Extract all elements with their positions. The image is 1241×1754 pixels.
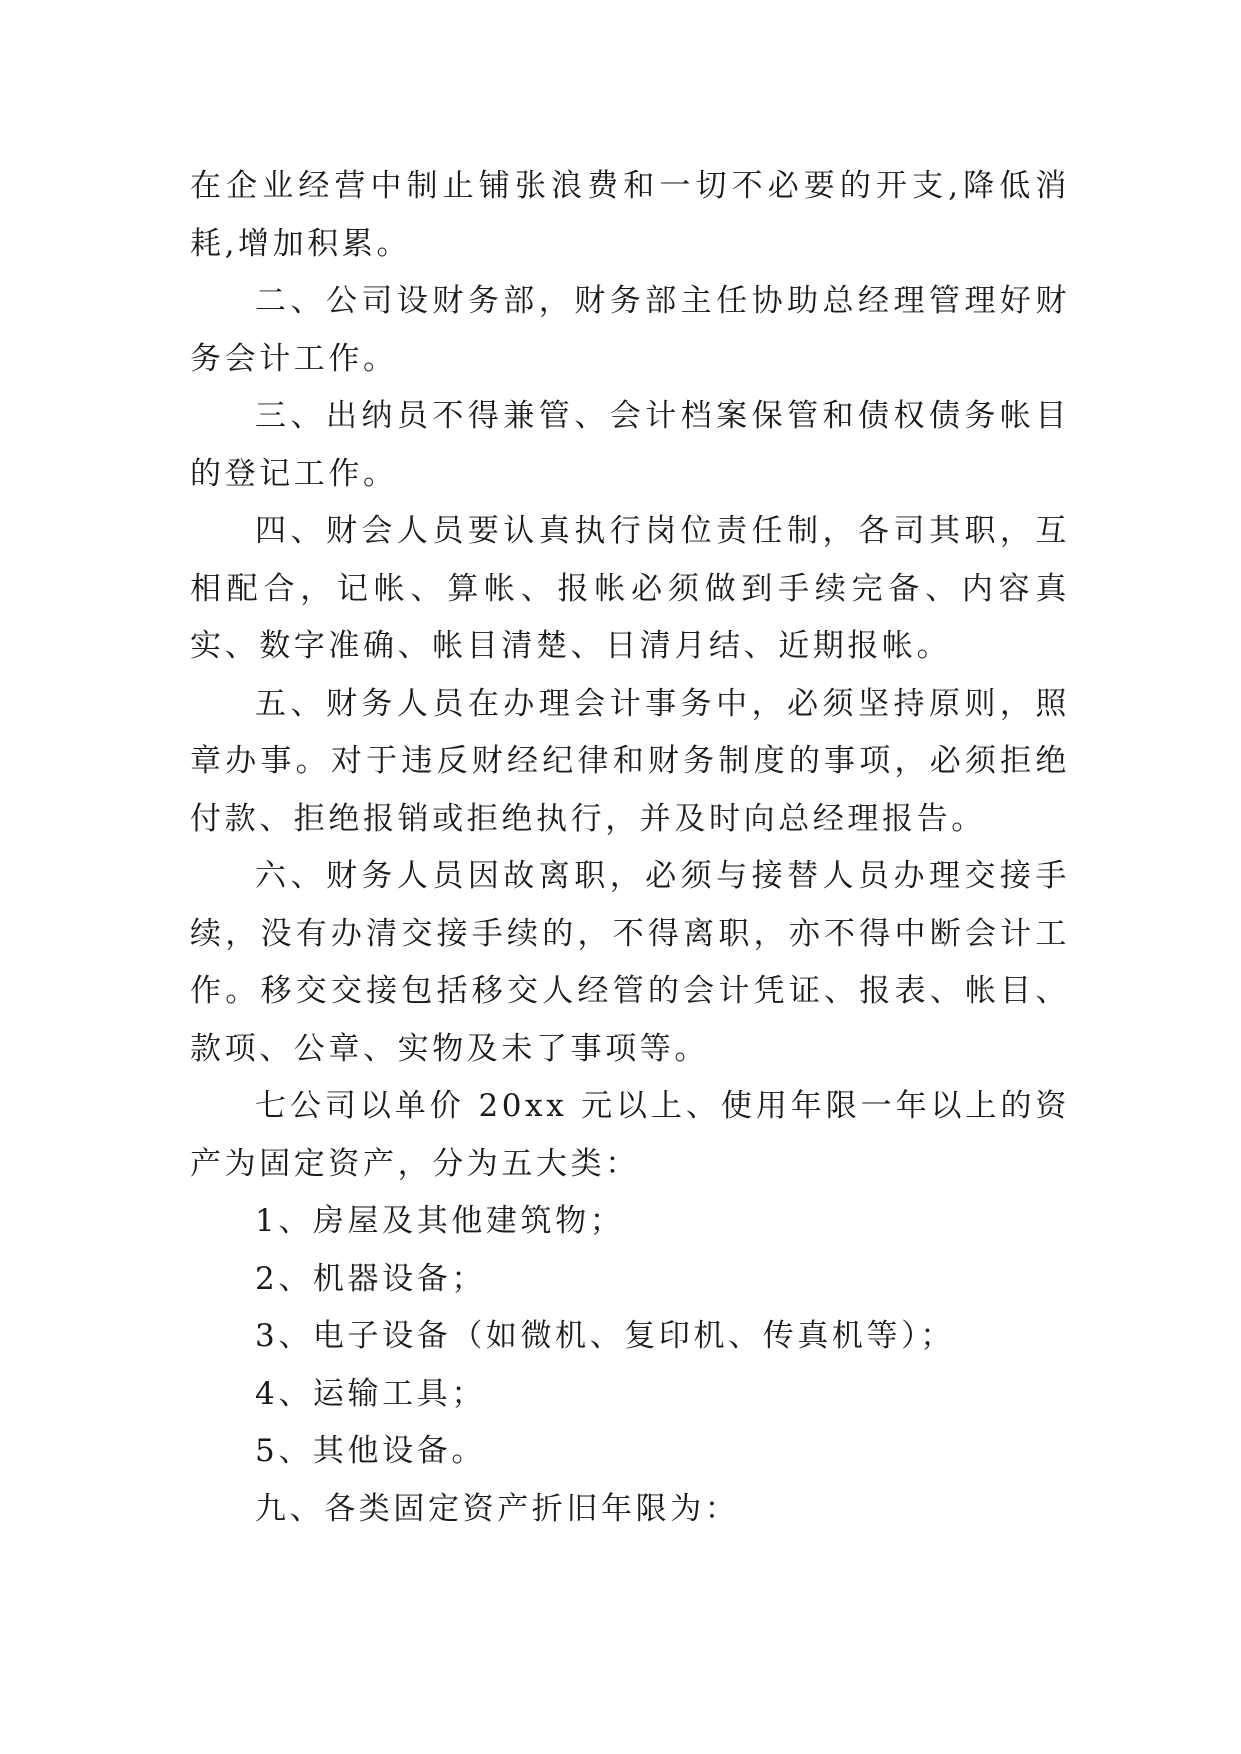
paragraph-depreciation: 九、各类固定资产折旧年限为： [255, 1490, 740, 1527]
paragraph-finance-department: 二、公司设财务部，财务部主任协助总经理管理好财务会计工作。 [190, 283, 1070, 377]
list-item-buildings: 1、房屋及其他建筑物； [255, 1203, 625, 1239]
paragraph-cost-control: 在企业经营中制止铺张浪费和一切不必要的开支,降低消耗,增加积累。 [190, 168, 1070, 262]
paragraph-fixed-assets: 七公司以单价 20xx 元以上、使用年限一年以上的资产为固定资产，分为五大类： [190, 1088, 1070, 1182]
paragraph-responsibility-system: 四、财会人员要认真执行岗位责任制，各司其职，互相配合，记帐、算帐、报帐必须做到手续完备、内容真实、数字准确、帐目清楚、日清月结、近期报帐。 [190, 513, 1070, 664]
list-item-transport: 4、运输工具； [255, 1375, 486, 1412]
paragraph-handover: 六、财务人员因故离职，必须与接替人员办理交接手续，没有办清交接手续的，不得离职，亦不得中断会计工作。移交交接包括移交人经管的会计凭证、报表、帐目、款项、公章、实物及未了事项等。 [190, 858, 1070, 1067]
list-item-machinery: 2、机器设备； [255, 1260, 486, 1297]
paragraph-adhere-principles: 五、财务人员在办理会计事务中，必须坚持原则，照章办事。对于违反财经纪律和财务制度的事项，必须拒绝付款、拒绝报销或拒绝执行，并及时向总经理报告。 [190, 685, 1070, 837]
document-body [190, 158, 1070, 1538]
list-item-other-equipment: 5、其他设备。 [255, 1433, 486, 1469]
paragraph-cashier-restriction: 三、出纳员不得兼管、会计档案保管和债权债务帐目的登记工作。 [190, 398, 1070, 492]
list-item-electronics: 3、电子设备（如微机、复印机、传真机等）； [255, 1318, 955, 1354]
